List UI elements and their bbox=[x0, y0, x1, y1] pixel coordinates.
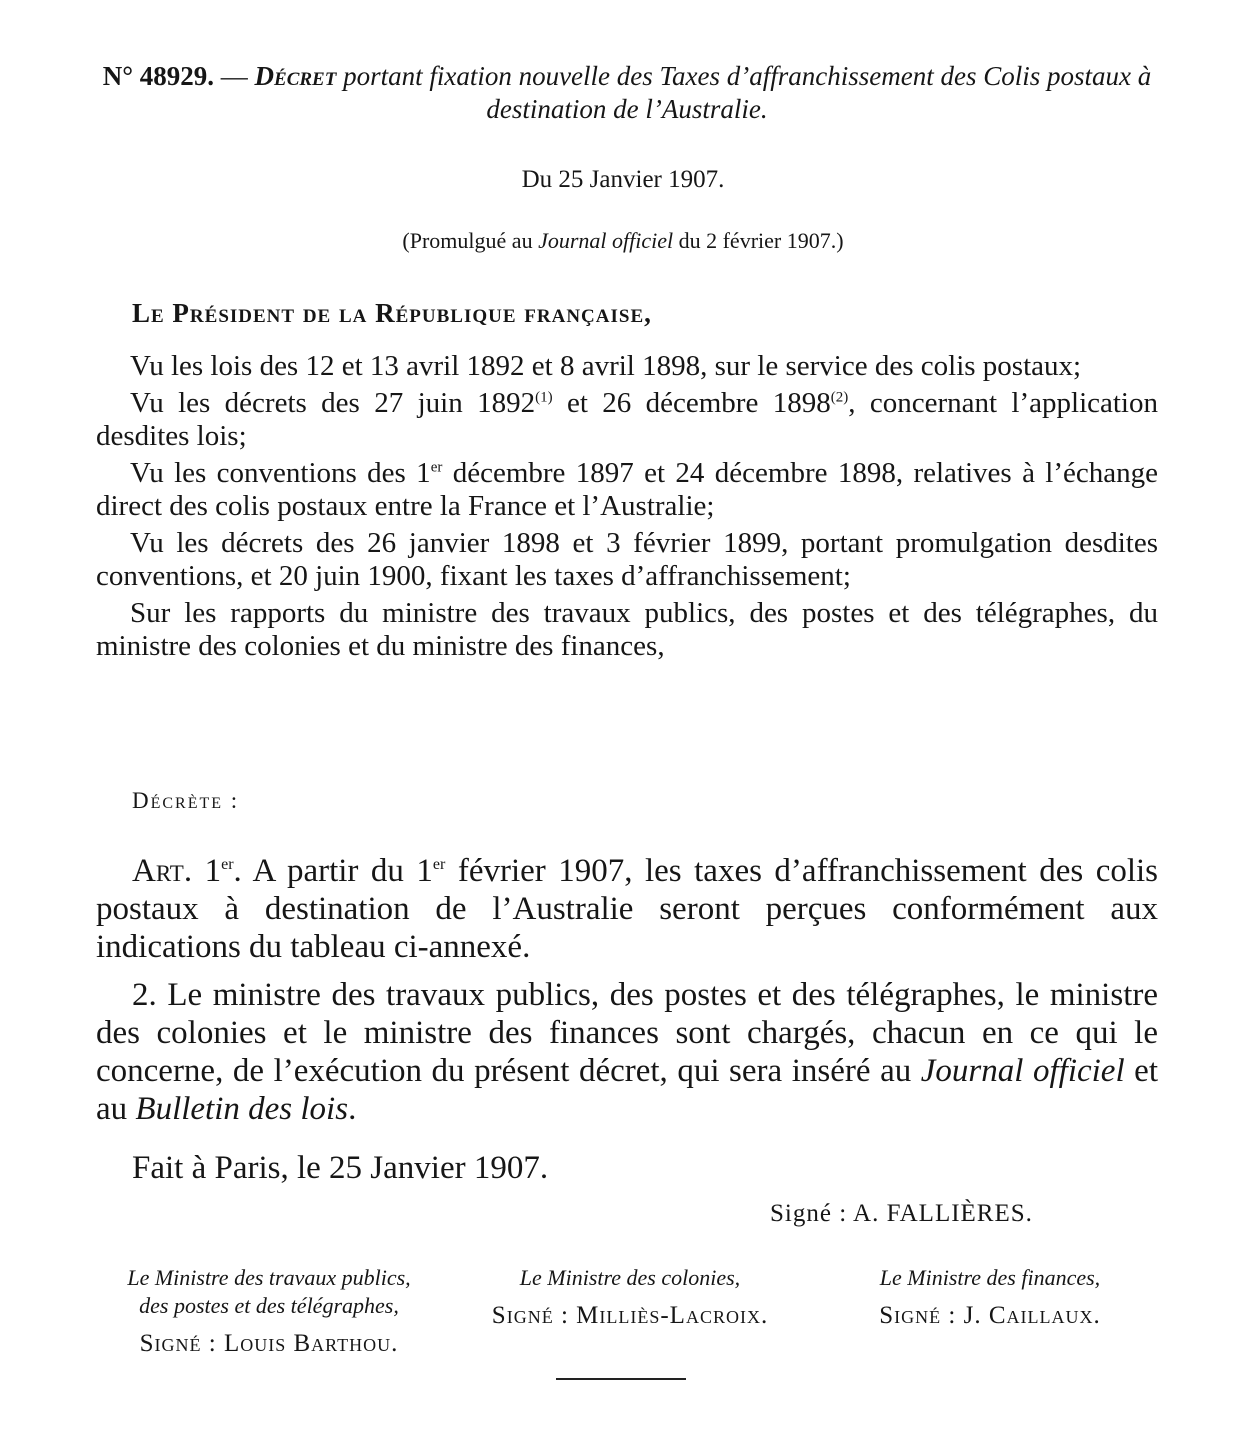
promulgation-note bbox=[0, 228, 1246, 254]
decree-number: N° 48929. bbox=[102, 61, 215, 91]
decrete-heading: Décrète : bbox=[132, 788, 240, 813]
considerant-1: Vu les lois des 12 et 13 avril 1892 et 8 avril 1898, sur le service des colis postaux; bbox=[130, 350, 1082, 382]
president-signature: Signé : A. FALLIÈRES. bbox=[770, 1200, 1033, 1227]
article-1 bbox=[96, 852, 1158, 966]
title-text: portant fixation nouvelle des Taxes d’affranchissement des Colis postaux à destination de l’Australie. bbox=[336, 61, 1152, 124]
footnote-ref-2: (2) bbox=[830, 389, 849, 406]
article-1-part-a: . A partir du 1 bbox=[233, 853, 433, 889]
minister-colonies bbox=[460, 1264, 800, 1330]
articles bbox=[96, 852, 1158, 1138]
minister-role-line-1: Le Ministre des finances, bbox=[879, 1265, 1101, 1290]
considerant-3-part-a: Vu les conventions des 1 bbox=[130, 457, 431, 489]
minister-signature: Signé : Milliès-Lacroix. bbox=[491, 1302, 769, 1329]
decret-word: Décret bbox=[254, 61, 337, 91]
considerant-2-part-b: et 26 décembre 1898 bbox=[552, 387, 831, 419]
considerant-2 bbox=[96, 387, 1158, 453]
article-2-mid: et au bbox=[96, 1053, 1158, 1127]
minister-role-line-1: Le Ministre des colonies, bbox=[519, 1265, 741, 1290]
considerant-4: Vu les décrets des 26 janvier 1898 et 3 février 1899, portant promulgation desdites conventions, et 20 juin 1900, fixant les taxes d’affranchissement; bbox=[96, 527, 1158, 592]
minister-travaux-publics bbox=[84, 1264, 454, 1358]
promulgation-after: du 2 février 1907.) bbox=[673, 228, 844, 253]
minister-role-line-2: des postes et des télégraphes, bbox=[139, 1293, 399, 1318]
considerant-2-part-c: , concernant l’application desdites lois; bbox=[96, 387, 1158, 452]
minister-signature: Signé : J. Caillaux. bbox=[879, 1302, 1101, 1329]
article-1-label: Art. 1 bbox=[132, 853, 222, 889]
minister-signature: Signé : Louis Barthou. bbox=[139, 1330, 399, 1357]
article-1-label-sup: er bbox=[221, 856, 234, 873]
article-2-part-a: 2. Le ministre des travaux publics, des postes et des télégraphes, le ministre des colonies et le ministre des finances sont chargés, chacun en ce qui le concerne, de l’exécution du présent décret, qui sera inséré au bbox=[96, 977, 1158, 1089]
title-dash: — bbox=[214, 61, 255, 91]
article-2-bulletin: Bulletin des lois bbox=[135, 1091, 349, 1127]
considerants bbox=[96, 350, 1158, 667]
considerant-5: Sur les rapports du ministre des travaux publics, des postes et des télégraphes, du ministre des colonies et du ministre des finances, bbox=[96, 597, 1158, 662]
considerant-2-part-a: Vu les décrets des 27 juin 1892 bbox=[130, 387, 536, 419]
article-2-journal: Journal officiel bbox=[920, 1053, 1125, 1089]
decree-title bbox=[96, 60, 1158, 126]
promulgation-journal: Journal officiel bbox=[538, 228, 674, 253]
considerant-3-sup: er bbox=[430, 459, 443, 476]
considerant-3-part-b: décembre 1897 et 24 décembre 1898, relatives à l’échange direct des colis postaux entre la France et l’Australie; bbox=[96, 457, 1159, 522]
decree-date: Du 25 Janvier 1907. bbox=[521, 166, 725, 193]
fait-a-paris: Fait à Paris, le 25 Janvier 1907. bbox=[132, 1150, 549, 1186]
article-2 bbox=[96, 976, 1158, 1128]
article-1-part-b: février 1907, les taxes d’affranchissement des colis postaux à destination de l’Australie seront perçues conformément aux indications du tableau ci-annexé. bbox=[96, 853, 1159, 965]
minister-role-line-1: Le Ministre des travaux publics, bbox=[127, 1265, 411, 1290]
article-1-sup: er bbox=[432, 856, 446, 873]
closing-rule bbox=[556, 1378, 686, 1380]
considerant-3 bbox=[96, 457, 1158, 523]
promulgation-before: (Promulgué au bbox=[402, 228, 539, 253]
minister-finances bbox=[830, 1264, 1150, 1330]
president-heading: Le Président de la République française, bbox=[132, 298, 652, 328]
footnote-ref-1: (1) bbox=[535, 389, 553, 406]
article-2-end: . bbox=[348, 1091, 357, 1127]
